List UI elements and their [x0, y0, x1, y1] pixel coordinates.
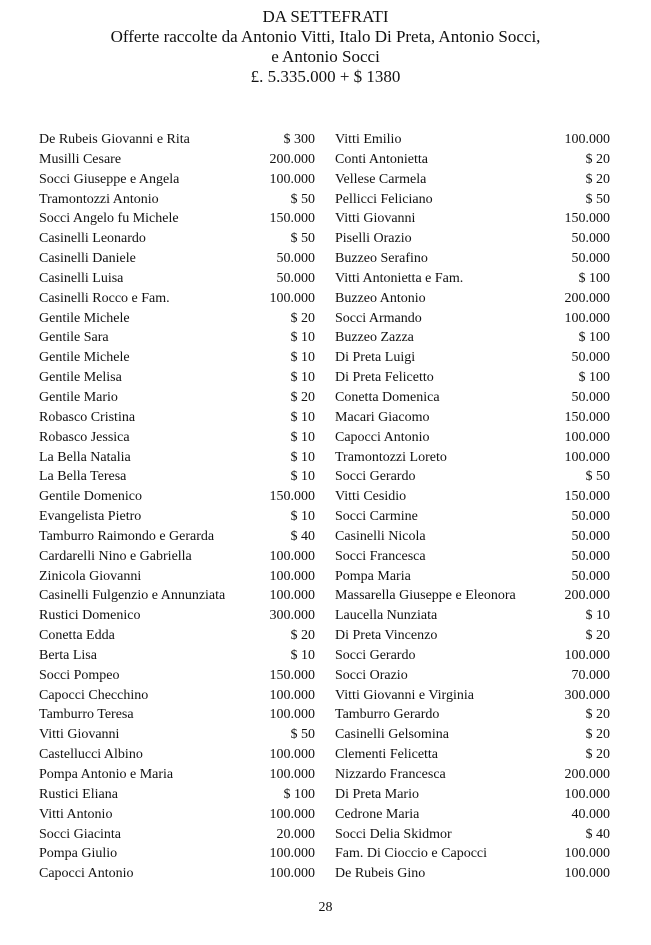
donor-row: [335, 785, 610, 805]
donation-amount: $ 10: [290, 429, 315, 445]
donor-name: Buzzeo Serafino: [335, 251, 428, 267]
donor-row: [39, 805, 315, 825]
donor-name: Tramontozzi Loreto: [335, 449, 447, 465]
donor-name: Gentile Domenico: [39, 489, 143, 505]
donor-row: [335, 150, 610, 170]
donor-row: [335, 765, 610, 785]
donation-amount: 200.000: [564, 588, 610, 604]
donor-row: [39, 725, 315, 745]
donor-name: Socci Gerardo: [335, 469, 416, 485]
donor-name: Capocci Antonio: [335, 429, 430, 445]
donor-name: Fam. Di Cioccio e Capocci: [335, 846, 488, 862]
donation-amount: 100.000: [269, 866, 315, 882]
donation-amount: $ 40: [585, 826, 610, 842]
donor-row: [335, 428, 610, 448]
donation-amount: 100.000: [269, 588, 315, 604]
donor-row: [335, 368, 610, 388]
donor-name: Cardarelli Nino e Gabriella: [39, 548, 192, 564]
donor-row: [39, 467, 315, 487]
donation-amount: 200.000: [564, 290, 610, 306]
donor-name: Conetta Edda: [39, 628, 115, 644]
donor-name: Conti Antonietta: [335, 151, 428, 167]
donor-row: [335, 289, 610, 309]
donation-amount: 50.000: [571, 548, 610, 564]
donor-name: La Bella Teresa: [39, 469, 127, 485]
donor-list-left: [39, 130, 315, 884]
donor-name: De Rubeis Gino: [335, 866, 426, 882]
donation-amount: 50.000: [571, 251, 610, 267]
donor-name: Casinelli Nicola: [335, 528, 426, 544]
donor-name: Clementi Felicetta: [335, 747, 439, 763]
page-number: 28: [318, 900, 333, 915]
donor-row: [335, 805, 610, 825]
donation-amount: 100.000: [269, 290, 315, 306]
donation-amount: 100.000: [564, 132, 610, 147]
donor-name: Buzzeo Antonio: [335, 290, 426, 306]
donor-row: [335, 408, 610, 428]
donor-row: [335, 467, 610, 487]
donor-name: Tramontozzi Antonio: [39, 191, 159, 207]
donation-amount: $ 100: [578, 270, 610, 286]
donation-amount: 100.000: [269, 747, 315, 763]
donation-amount: $ 10: [290, 350, 315, 366]
donor-name: Socci Carmine: [335, 509, 418, 525]
donor-name: Pompa Antonio e Maria: [39, 767, 174, 782]
donor-row: [335, 825, 610, 845]
donor-row: [39, 745, 315, 765]
donor-row: [39, 150, 315, 170]
donor-row: [39, 666, 315, 686]
donor-row: [39, 448, 315, 468]
donation-amount: 300.000: [269, 608, 315, 624]
donor-row: [335, 487, 610, 507]
donor-name: Vellese Carmela: [335, 171, 427, 187]
donation-amount: $ 20: [290, 310, 315, 326]
donor-row: [39, 686, 315, 706]
donor-row: [335, 864, 610, 884]
donor-row: [335, 745, 610, 765]
donor-row: [39, 487, 315, 507]
donation-amount: 100.000: [564, 449, 610, 465]
donor-name: Casinelli Leonardo: [39, 231, 146, 247]
donor-row: [335, 448, 610, 468]
donor-name: Casinelli Luisa: [39, 270, 124, 286]
donor-name: Gentile Sara: [39, 330, 109, 346]
donation-amount: 50.000: [571, 231, 610, 247]
donor-row: [335, 328, 610, 348]
donor-row: [39, 527, 315, 547]
donation-amount: 100.000: [269, 171, 315, 187]
donor-name: Castellucci Albino: [39, 747, 143, 763]
donation-amount: 50.000: [571, 568, 610, 584]
donor-row: [39, 130, 315, 150]
donation-amount: 150.000: [269, 211, 315, 227]
donation-amount: $ 10: [290, 330, 315, 346]
donor-name: La Bella Natalia: [39, 449, 131, 465]
donation-amount: 100.000: [269, 806, 315, 822]
donor-row: [335, 626, 610, 646]
donor-row: [39, 825, 315, 845]
donor-name: Socci Delia Skidmor: [335, 826, 452, 842]
donor-name: Vitti Antonietta e Fam.: [335, 270, 464, 286]
donation-amount: 150.000: [564, 489, 610, 505]
donor-name: Casinelli Fulgenzio e Annunziata: [39, 588, 226, 604]
donor-row: [39, 626, 315, 646]
donation-amount: $ 20: [585, 707, 610, 723]
donor-name: Tamburro Teresa: [39, 707, 134, 723]
donation-amount: 100.000: [269, 687, 315, 703]
donor-name: Rustici Eliana: [39, 786, 118, 802]
donation-amount: $ 20: [585, 747, 610, 763]
donor-name: Di Preta Vincenzo: [335, 628, 438, 644]
donor-name: Capocci Checchino: [39, 687, 149, 703]
donation-amount: 40.000: [571, 806, 610, 822]
donor-name: Pompa Giulio: [39, 846, 118, 862]
donor-row: [335, 586, 610, 606]
donor-row: [335, 725, 610, 745]
donation-amount: $ 50: [585, 191, 610, 207]
donation-amount: 200.000: [564, 767, 610, 782]
donor-name: Cedrone Maria: [335, 806, 420, 822]
donor-row: [39, 606, 315, 626]
donation-amount: 100.000: [564, 866, 610, 882]
donor-row: [39, 348, 315, 368]
total-amount: £. 5.335.000 + $ 1380: [250, 67, 401, 86]
donation-amount: $ 20: [290, 389, 315, 405]
donor-name: De Rubeis Giovanni e Rita: [39, 132, 190, 147]
donor-row: [39, 289, 315, 309]
donor-name: Berta Lisa: [39, 647, 97, 663]
donation-amount: 100.000: [269, 846, 315, 862]
donation-amount: $ 10: [290, 409, 315, 425]
page-header: [0, 7, 651, 87]
donor-name: Pompa Maria: [335, 568, 411, 584]
donor-name: Buzzeo Zazza: [335, 330, 414, 346]
donor-name: Vitti Giovanni e Virginia: [335, 687, 474, 703]
donor-name: Capocci Antonio: [39, 866, 134, 882]
donor-row: [39, 328, 315, 348]
donation-amount: $ 100: [578, 330, 610, 346]
donor-name: Socci Giacinta: [39, 826, 122, 842]
donor-row: [39, 864, 315, 884]
donor-row: [39, 567, 315, 587]
donor-row: [335, 249, 610, 269]
donation-amount: 20.000: [276, 826, 315, 842]
donor-row: [335, 606, 610, 626]
donation-amount: $ 10: [290, 647, 315, 663]
donor-name: Socci Angelo fu Michele: [39, 211, 179, 227]
donation-amount: 50.000: [571, 350, 610, 366]
donor-name: Gentile Mario: [39, 389, 118, 405]
donor-name: Tamburro Gerardo: [335, 707, 440, 723]
donor-name: Massarella Giuseppe e Eleonora: [335, 588, 516, 604]
donor-row: [335, 507, 610, 527]
donor-row: [39, 765, 315, 785]
donation-amount: 150.000: [269, 489, 315, 505]
donation-amount: 100.000: [564, 846, 610, 862]
donor-name: Evangelista Pietro: [39, 509, 142, 525]
subtitle-line-2: e Antonio Socci: [271, 47, 380, 66]
donor-row: [335, 388, 610, 408]
donor-row: [39, 705, 315, 725]
donor-name: Vitti Emilio: [335, 132, 402, 147]
donor-row: [39, 269, 315, 289]
donation-amount: $ 10: [290, 509, 315, 525]
donation-amount: 100.000: [564, 310, 610, 326]
donor-name: Socci Pompeo: [39, 667, 120, 683]
donor-row: [39, 428, 315, 448]
donation-amount: 50.000: [276, 251, 315, 267]
donor-name: Di Preta Mario: [335, 786, 419, 802]
donation-amount: $ 50: [290, 231, 315, 247]
donor-row: [39, 190, 315, 210]
donor-row: [335, 229, 610, 249]
donor-row: [39, 249, 315, 269]
donor-name: Gentile Melisa: [39, 370, 122, 386]
donor-name: Vitti Giovanni: [39, 727, 120, 743]
donor-row: [335, 309, 610, 329]
donor-name: Laucella Nunziata: [335, 608, 438, 624]
donor-row: [39, 368, 315, 388]
donor-name: Robasco Cristina: [39, 409, 136, 425]
donation-amount: $ 20: [585, 151, 610, 167]
donor-name: Robasco Jessica: [39, 429, 130, 445]
donation-amount: 100.000: [564, 786, 610, 802]
donor-row: [39, 844, 315, 864]
page-title: DA SETTEFRATI: [262, 7, 389, 26]
donor-name: Socci Gerardo: [335, 647, 416, 663]
donor-name: Di Preta Felicetto: [335, 370, 434, 386]
donor-row: [39, 785, 315, 805]
donation-amount: $ 50: [290, 191, 315, 207]
donor-name: Rustici Domenico: [39, 608, 141, 624]
donor-row: [335, 844, 610, 864]
donor-name: Casinelli Gelsomina: [335, 727, 449, 743]
donor-row: [39, 229, 315, 249]
donor-row: [335, 130, 610, 150]
donor-row: [335, 348, 610, 368]
donation-amount: 300.000: [564, 687, 610, 703]
donation-amount: $ 100: [578, 370, 610, 386]
donor-row: [39, 170, 315, 190]
donation-amount: 100.000: [269, 707, 315, 723]
donor-row: [335, 190, 610, 210]
donation-amount: $ 100: [283, 786, 315, 802]
donor-row: [39, 646, 315, 666]
donor-row: [39, 586, 315, 606]
donor-name: Socci Francesca: [335, 548, 426, 564]
donor-name: Gentile Michele: [39, 310, 130, 326]
donor-name: Zinicola Giovanni: [39, 568, 142, 584]
donor-row: [335, 646, 610, 666]
donor-row: [335, 269, 610, 289]
donor-row: [335, 686, 610, 706]
donor-name: Di Preta Luigi: [335, 350, 416, 366]
donor-name: Piselli Orazio: [335, 231, 412, 247]
donor-name: Socci Orazio: [335, 667, 408, 683]
donor-name: Vitti Cesidio: [335, 489, 407, 505]
donation-amount: $ 50: [585, 469, 610, 485]
donor-name: Casinelli Rocco e Fam.: [39, 290, 170, 306]
donation-amount: 50.000: [571, 509, 610, 525]
donor-name: Vitti Antonio: [39, 806, 113, 822]
donor-name: Vitti Giovanni: [335, 211, 416, 227]
donor-row: [39, 309, 315, 329]
donor-name: Musilli Cesare: [39, 151, 122, 167]
donor-row: [335, 705, 610, 725]
donor-row: [335, 547, 610, 567]
donation-amount: $ 300: [283, 132, 315, 147]
donation-amount: $ 10: [585, 608, 610, 624]
donor-name: Macari Giacomo: [335, 409, 430, 425]
donation-amount: $ 20: [290, 628, 315, 644]
donation-amount: $ 10: [290, 469, 315, 485]
donor-row: [39, 408, 315, 428]
donation-amount: $ 10: [290, 370, 315, 386]
donor-name: Conetta Domenica: [335, 389, 440, 405]
donor-row: [335, 209, 610, 229]
donor-row: [335, 567, 610, 587]
donation-amount: 150.000: [269, 667, 315, 683]
donor-name: Nizzardo Francesca: [335, 767, 446, 782]
donation-amount: 100.000: [269, 548, 315, 564]
donor-name: Pellicci Feliciano: [335, 191, 433, 207]
donation-amount: 50.000: [276, 270, 315, 286]
donor-name: Tamburro Raimondo e Gerarda: [39, 528, 215, 544]
donation-amount: 50.000: [571, 389, 610, 405]
donation-amount: $ 50: [290, 727, 315, 743]
donor-row: [335, 170, 610, 190]
donor-row: [335, 527, 610, 547]
donor-name: Socci Armando: [335, 310, 422, 326]
donation-amount: $ 20: [585, 727, 610, 743]
donor-row: [39, 507, 315, 527]
donor-list-right: [335, 130, 610, 884]
donor-row: [335, 666, 610, 686]
donation-amount: 200.000: [269, 151, 315, 167]
donor-row: [39, 388, 315, 408]
donation-amount: $ 20: [585, 171, 610, 187]
donation-amount: 100.000: [564, 647, 610, 663]
donation-amount: 150.000: [564, 409, 610, 425]
donation-amount: $ 10: [290, 449, 315, 465]
donation-amount: 50.000: [571, 528, 610, 544]
donation-amount: 150.000: [564, 211, 610, 227]
donation-amount: 100.000: [564, 429, 610, 445]
donation-amount: $ 20: [585, 628, 610, 644]
donor-name: Casinelli Daniele: [39, 251, 136, 267]
donor-name: Gentile Michele: [39, 350, 130, 366]
subtitle-line-1: Offerte raccolte da Antonio Vitti, Italo Di Preta, Antonio Socci,: [110, 27, 541, 46]
donation-amount: $ 40: [290, 528, 315, 544]
donation-amount: 70.000: [571, 667, 610, 683]
donor-name: Socci Giuseppe e Angela: [39, 171, 180, 187]
donation-amount: 100.000: [269, 568, 315, 584]
donor-row: [39, 209, 315, 229]
donation-amount: 100.000: [269, 767, 315, 782]
donor-row: [39, 547, 315, 567]
